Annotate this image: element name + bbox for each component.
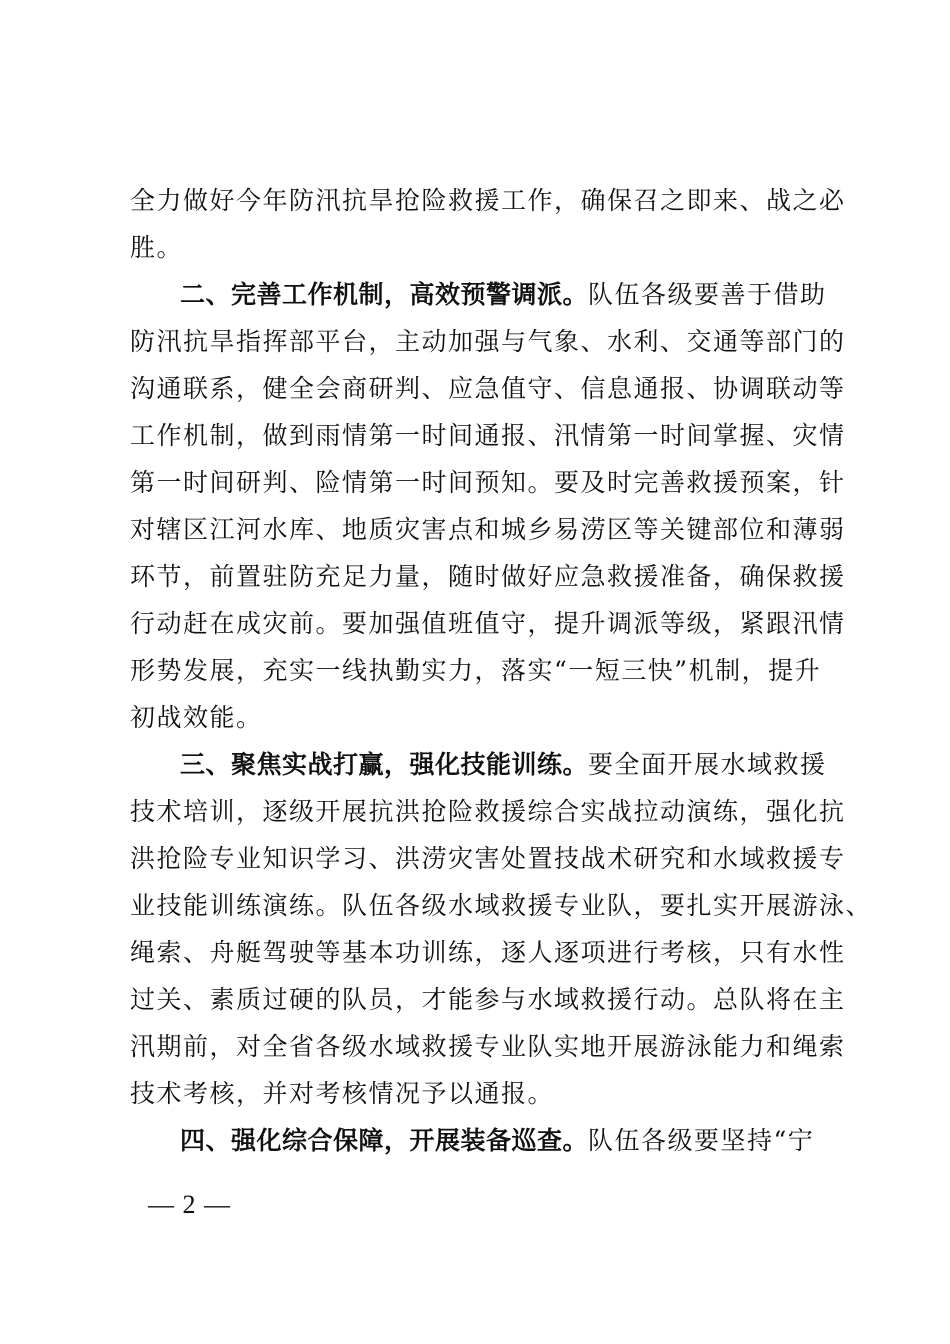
text-span: 环节，前置驻防充足力量，随时做好应急救援准备，确保救援: [130, 562, 846, 591]
text-line: [130, 929, 846, 976]
text-span: 工作机制，做到雨情第一时间通报、汛情第一时间掌握、灾情: [130, 421, 846, 450]
text-line: [130, 1070, 830, 1117]
text-span: 行动赶在成灾前。要加强值班值守，提升调派等级，紧跟汛情: [130, 609, 846, 638]
text-span: 洪抢险专业知识学习、洪涝灾害处置技战术研究和水域救援专: [130, 844, 846, 873]
text-line: [130, 741, 830, 788]
text-span: 防汛抗旱指挥部平台，主动加强与气象、水利、交通等部门的: [130, 327, 846, 356]
text-line: [130, 600, 846, 647]
section-heading: 三、聚焦实战打赢，强化技能训练。: [180, 750, 589, 779]
text-span: 队伍各级要坚持“宁: [588, 1126, 815, 1155]
text-line: [130, 976, 846, 1023]
text-span: 队伍各级要善于借助: [588, 280, 827, 309]
text-span: 过关、素质过硬的队员，才能参与水域救援行动。总队将在主: [130, 985, 846, 1014]
text-line: [130, 224, 830, 271]
text-line: [130, 835, 846, 882]
text-line: [130, 882, 873, 929]
text-line: [130, 271, 830, 318]
text-span: 技术培训，逐级开展抗洪抢险救援综合实战拉动演练，强化抗: [130, 797, 846, 826]
text-span: 对辖区江河水库、地质灾害点和城乡易涝区等关键部位和薄弱: [130, 515, 846, 544]
text-line: [130, 412, 846, 459]
text-span: 第一时间研判、险情第一时间预知。要及时完善救援预案，针: [130, 468, 846, 497]
text-span: 汛期前，对全省各级水域救援专业队实地开展游泳能力和绳索: [130, 1032, 846, 1061]
document-body: [130, 177, 873, 1164]
text-line: [130, 506, 846, 553]
text-line: [130, 694, 830, 741]
text-line: [130, 318, 846, 365]
text-line: [130, 553, 846, 600]
text-span: 绳索、舟艇驾驶等基本功训练，逐人逐项进行考核，只有水性: [130, 938, 846, 967]
text-line: [130, 1117, 830, 1164]
section-heading: 二、完善工作机制，高效预警调派。: [180, 280, 589, 309]
text-span: 技术考核，并对考核情况予以通报。: [130, 1079, 555, 1108]
text-line: [130, 365, 846, 412]
text-span: 形势发展，充实一线执勤实力，落实“一短三快”机制，提升: [130, 656, 822, 685]
page-number: — 2 —: [148, 1190, 231, 1219]
text-line: [130, 647, 830, 694]
section-heading: 四、强化综合保障，开展装备巡查。: [180, 1126, 589, 1155]
text-line: [130, 1023, 846, 1070]
text-span: 业技能训练演练。队伍各级水域救援专业队，要扎实开展游泳、: [130, 891, 873, 920]
text-span: 全力做好今年防汛抗旱抢险救援工作，确保召之即来、战之必: [130, 186, 846, 215]
text-line: [130, 177, 846, 224]
text-span: 沟通联系，健全会商研判、应急值守、信息通报、协调联动等: [130, 374, 846, 403]
text-line: [130, 788, 846, 835]
text-line: [130, 459, 846, 506]
text-span: 初战效能。: [130, 703, 263, 732]
text-span: 要全面开展水域救援: [588, 750, 827, 779]
text-span: 胜。: [130, 233, 184, 262]
